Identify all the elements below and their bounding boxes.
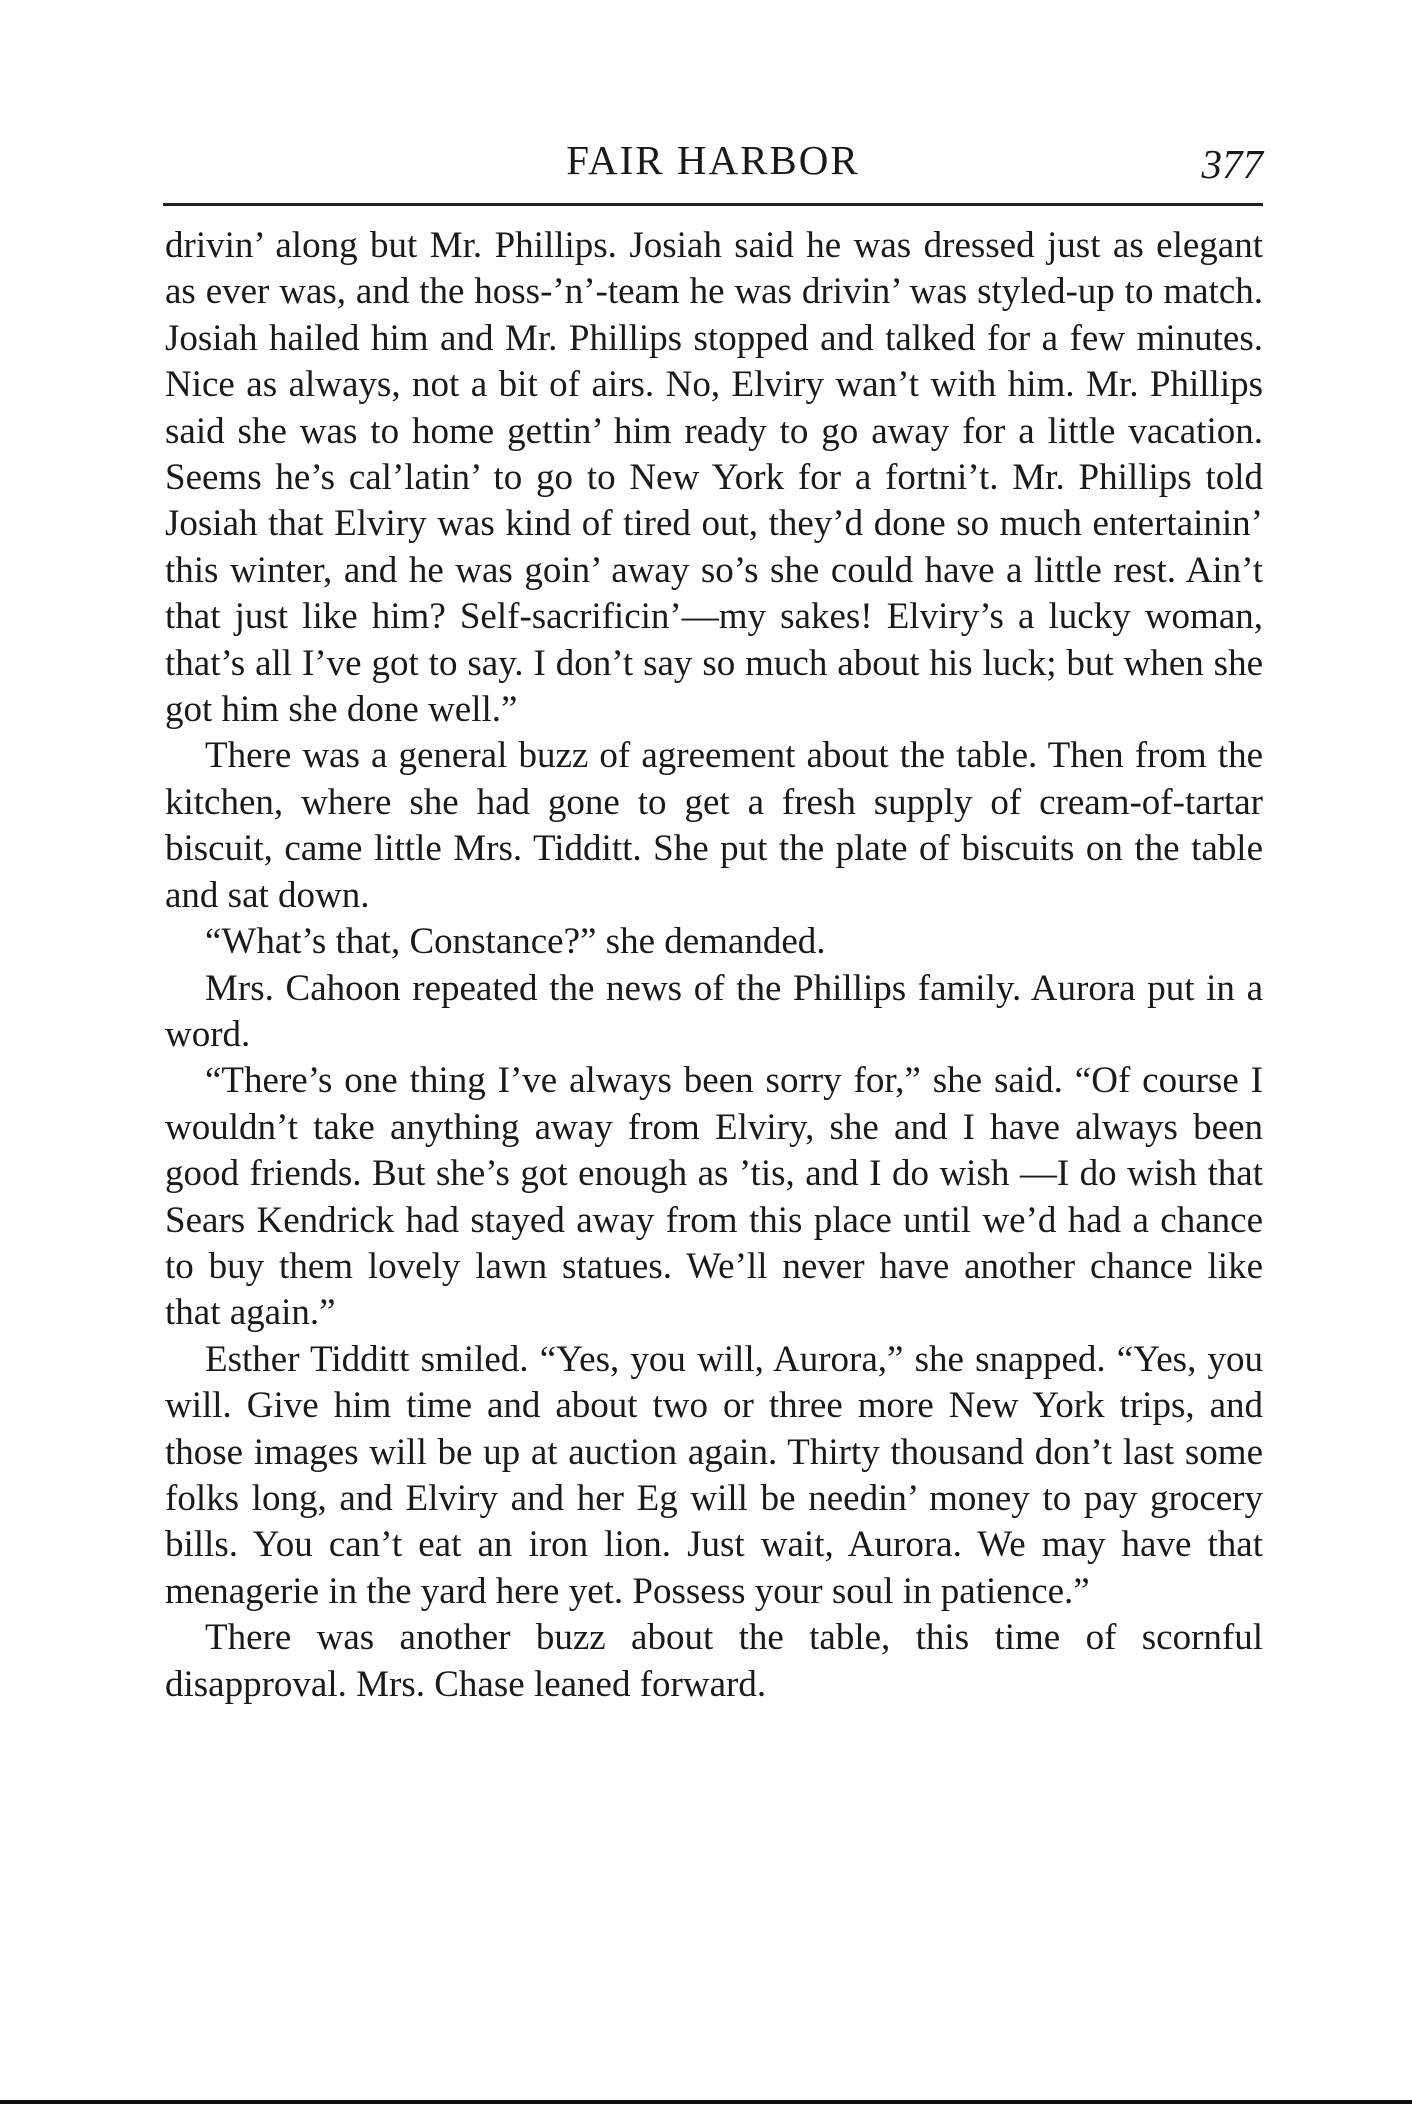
paragraph: Mrs. Cahoon repeated the news of the Phillips family. Aurora put in a word. [165,967,1263,1055]
paragraph: There was a general buzz of agreement about the table. Then from the kitchen, where she had gone to get a fresh supply of cream-of-tartar biscuit, came little Mrs. Tidditt. She put the plate of biscuits on the table and sat down. [165,735,1263,916]
paragraph: There was another buzz about the table, this time of scornful disapproval. Mrs. Chase leaned forward. [165,1617,1263,1705]
page-number: 377 [1201,141,1263,187]
paragraph: drivin’ along but Mr. Phillips. Josiah said he was dressed just as elegant as ever was, and the hoss-’n’-team he was drivin’ was styled-up to match. Josiah hailed him and Mr. Phillips stopped and talked for a few minutes. Nice as always, not a bit of airs. No, Elviry wan’t with him. Mr. Phillips said she was to home gettin’ him ready to go away for a little vacation. Seems he’s cal’latin’ to go to New York for a fortni’t. Mr. Phillips told Josiah that Elviry was kind of tired out, they’d done so much entertainin’ this winter, and he was goin’ away so’s she could have a little rest. Ain’t that just like him? Self-sacrificin’—my sakes! Elviry’s a lucky woman, that’s all I’ve got to say. I don’t say so much about his luck; but when she got him she done well.” [165,225,1263,731]
running-title: FAIR HARBOR [566,137,860,183]
paragraph: “There’s one thing I’ve always been sorry for,” she said. “Of course I wouldn’t take anything away from Elviry, she and I have always been good friends. But she’s got enough as ’tis, and I do wish —I do wish that Sears Kendrick had stayed away from this place until we’d had a chance to buy them lovely lawn statues. We’ll never have another chance like that again.” [165,1060,1263,1334]
running-head [163,136,1263,188]
body-text [165,223,1263,1708]
header-rule [163,203,1263,206]
bottom-edge-rule [0,2100,1412,2104]
paragraph: Esther Tidditt smiled. “Yes, you will, Aurora,” she snapped. “Yes, you will. Give him time and about two or three more New York trips, and those images will be up at auction again. Thirty thousand don’t last some folks long, and Elviry and her Eg will be needin’ money to pay grocery bills. You can’t eat an iron lion. Just wait, Aurora. We may have that menagerie in the yard here yet. Possess your soul in patience.” [165,1338,1263,1612]
paragraph: “What’s that, Constance?” she demanded. [205,921,826,963]
